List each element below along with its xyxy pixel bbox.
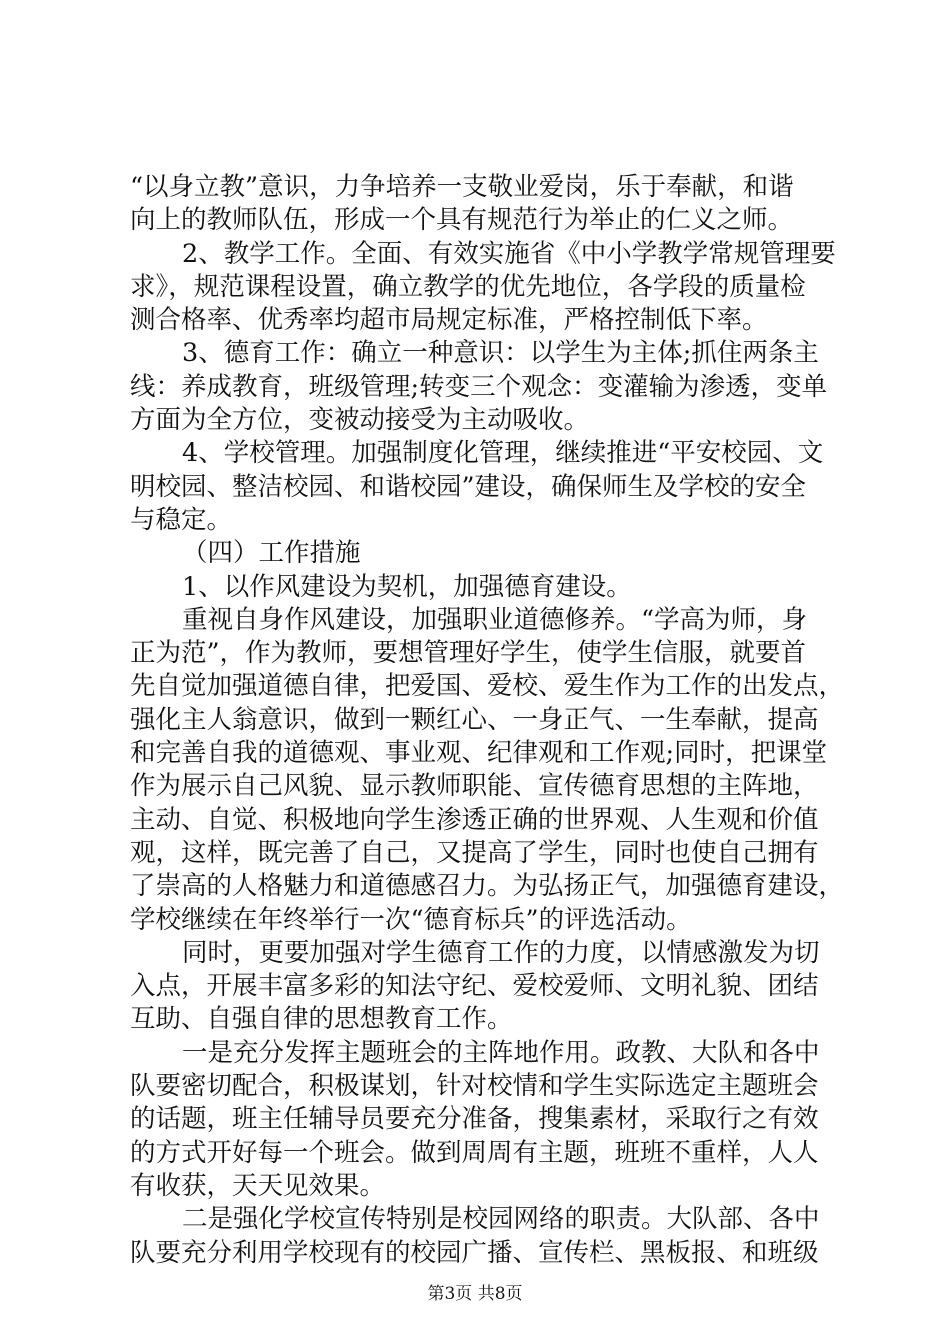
text-line: 的方式开好每一个班会。做到周周有主题，班班不重样，人人 bbox=[130, 1137, 819, 1168]
text-line: 向上的教师队伍，形成一个具有规范行为举止的仁义之师。 bbox=[130, 205, 794, 236]
text-line: 入点，开展丰富多彩的知法守纪、爱校爱师、文明礼貌、团结 bbox=[130, 971, 819, 1002]
text-line: 了崇高的人格魅力和道德感召力。为弘扬正气，加强德育建设， bbox=[130, 871, 845, 902]
text-line: 学校继续在年终举行一次“德育标兵”的评选活动。 bbox=[130, 904, 692, 935]
text-line: 2、教学工作。全面、有效实施省《中小学教学常规管理要 bbox=[182, 238, 836, 269]
text-line: 主动、自觉、积极地向学生渗透正确的世界观、人生观和价值 bbox=[130, 804, 819, 835]
text-line: 测合格率、优秀率均超市局规定标准，严格控制低下率。 bbox=[130, 305, 768, 336]
text-line: 一是充分发挥主题班会的主阵地作用。政教、大队和各中 bbox=[182, 1037, 820, 1068]
section-heading: （四）工作措施 bbox=[182, 538, 361, 569]
text-line: 和完善自我的道德观、事业观、纪律观和工作观;同时，把课堂 bbox=[130, 738, 828, 769]
text-line: 明校园、整洁校园、和谐校园”建设，确保师生及学校的安全 bbox=[130, 471, 807, 502]
text-line: 的话题，班主任辅导员要充分准备，搜集素材，采取行之有效 bbox=[130, 1104, 819, 1135]
text-line: 与稳定。 bbox=[130, 504, 233, 535]
text-line: 观，这样，既完善了自己，又提高了学生，同时也使自己拥有 bbox=[130, 837, 819, 868]
text-line: 方面为全方位，变被动接受为主动吸收。 bbox=[130, 405, 590, 436]
text-line: 3、德育工作：确立一种意识：以学生为主体;抓住两条主 bbox=[182, 338, 819, 369]
text-line: 求》，规范课程设置，确立教学的优先地位，各学段的质量检 bbox=[130, 271, 806, 302]
text-line: 4、学校管理。加强制度化管理，继续推进“平安校园、文 bbox=[182, 438, 824, 469]
page-number-footer: 第3页 共8页 bbox=[427, 1284, 523, 1304]
text-line: 正为范”，作为教师，要想管理好学生，使学生信服，就要首 bbox=[130, 638, 807, 669]
text-line: 二是强化学校宣传特别是校园网络的职责。大队部、各中 bbox=[182, 1204, 820, 1235]
document-body bbox=[130, 171, 845, 1270]
text-line: 线：养成教育，班级管理;转变三个观念：变灌输为渗透，变单 bbox=[130, 371, 828, 402]
text-line: 先自觉加强道德自律，把爱国、爱校、爱生作为工作的出发点， bbox=[130, 671, 845, 702]
text-line: 1、以作风建设为契机，加强德育建设。 bbox=[182, 571, 632, 602]
text-line: 作为展示自己风貌、显示教师职能、宣传德育思想的主阵地， bbox=[130, 771, 819, 802]
text-line: 同时，更要加强对学生德育工作的力度，以情感激发为切 bbox=[182, 937, 820, 968]
text-line: 强化主人翁意识，做到一颗红心、一身正气、一生奉献，提高 bbox=[130, 704, 819, 735]
text-line: 重视自身作风建设，加强职业道德修养。“学高为师，身 bbox=[182, 604, 808, 635]
text-line: “以身立教”意识，力争培养一支敬业爱岗，乐于奉献，和谐 bbox=[130, 172, 794, 202]
text-line: 互助、自强自律的思想教育工作。 bbox=[130, 1004, 513, 1035]
text-line: 队要密切配合，积极谋划，针对校情和学生实际选定主题班会 bbox=[130, 1071, 819, 1102]
text-line: 有收获，天天见效果。 bbox=[130, 1170, 386, 1201]
text-line: 队要充分利用学校现有的校园广播、宣传栏、黑板报、和班级 bbox=[130, 1237, 819, 1268]
